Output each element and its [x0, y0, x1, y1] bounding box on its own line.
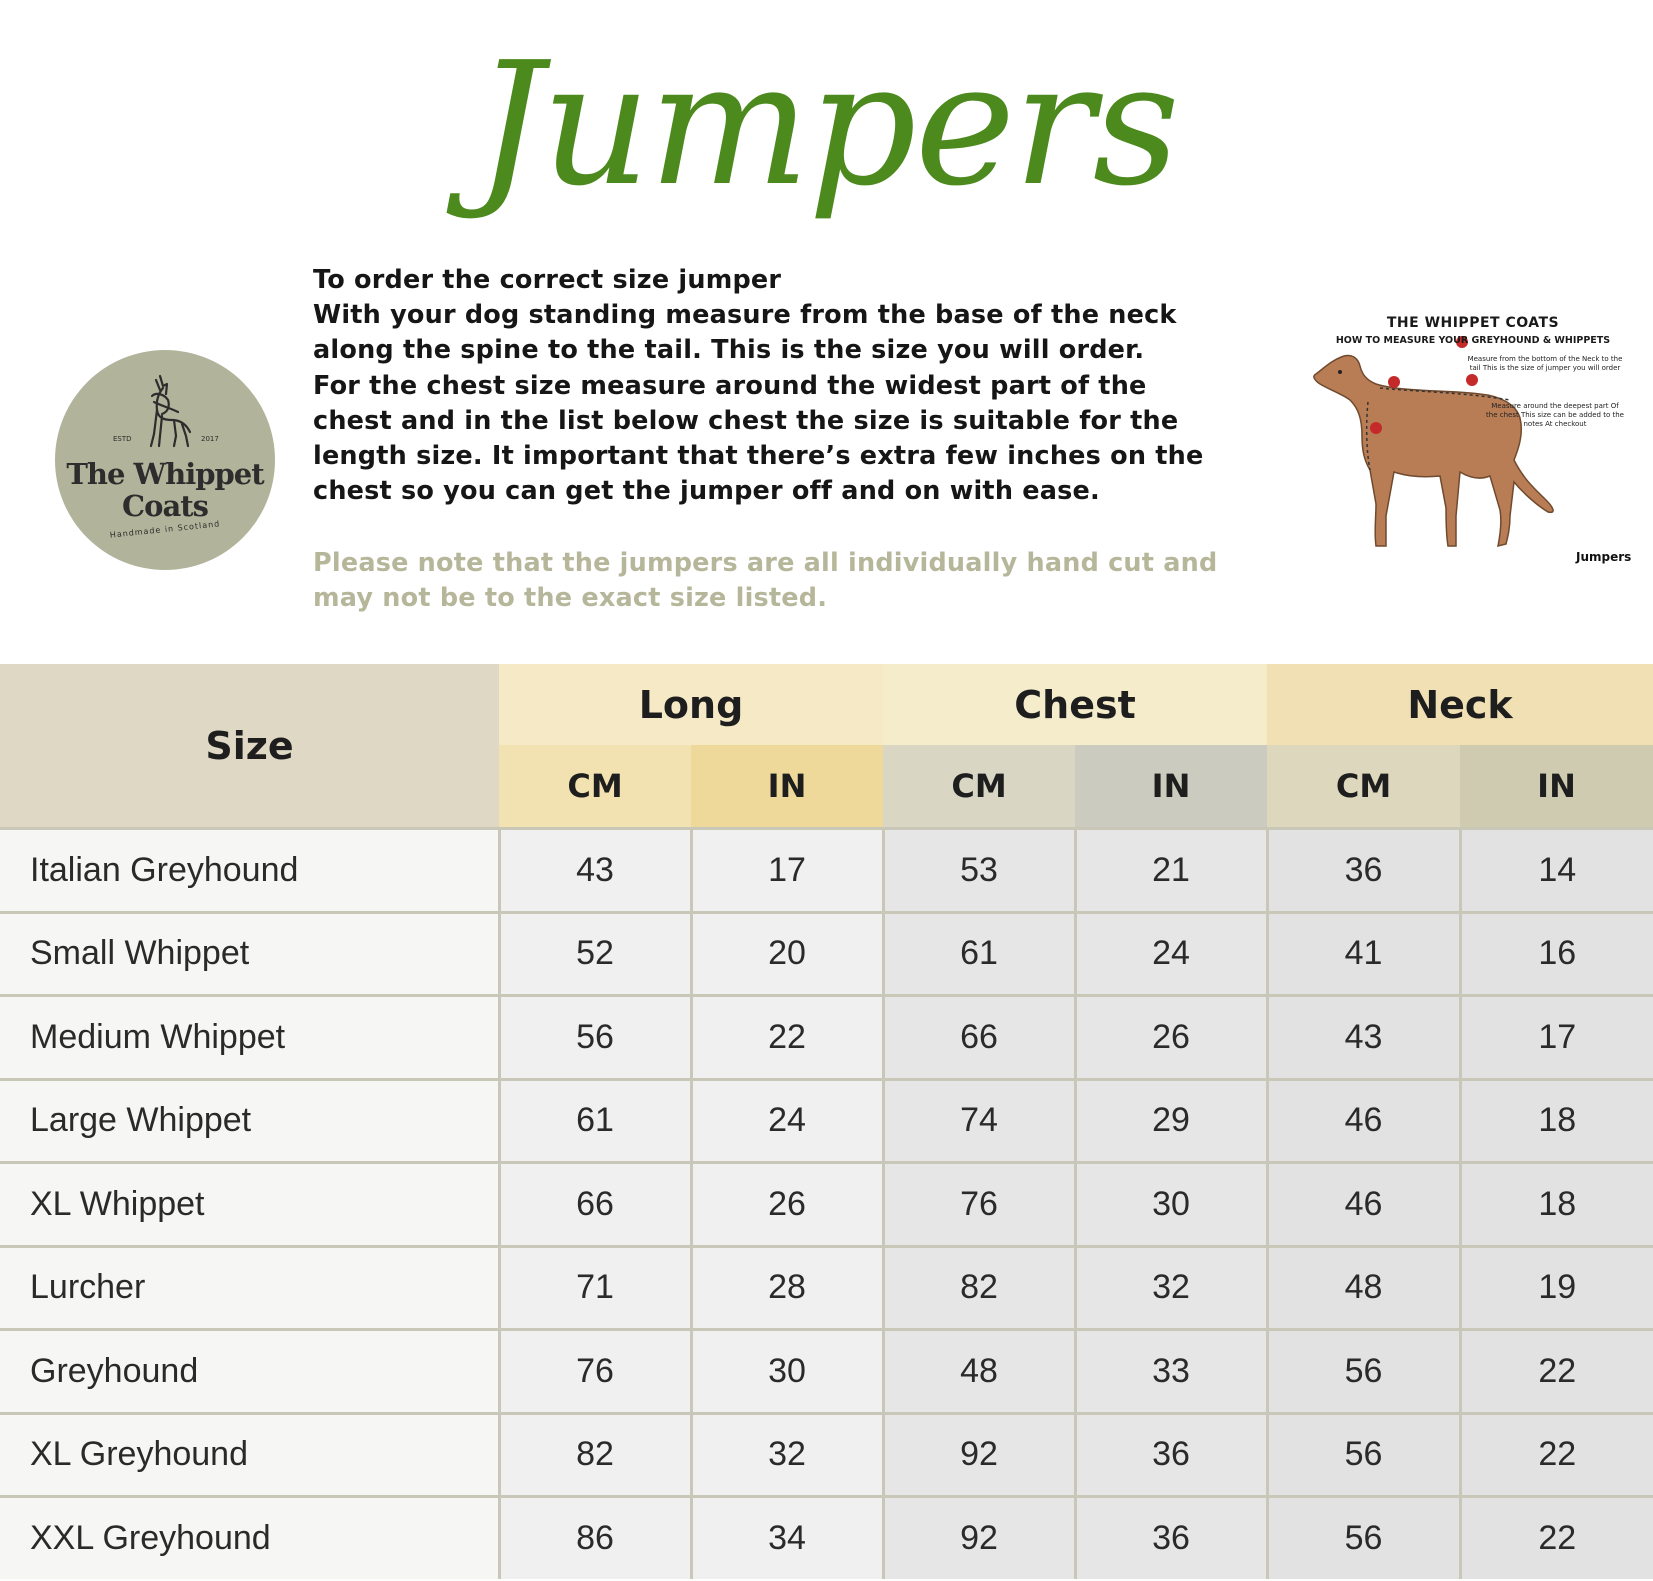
size-name: Lurcher: [0, 1246, 499, 1330]
neck-cm-cell: 41: [1267, 912, 1460, 996]
size-name: Greyhound: [0, 1330, 499, 1414]
whippet-logo-icon: [130, 372, 200, 452]
table-row: [0, 912, 1653, 996]
logo-year: 2017: [201, 435, 219, 443]
long-cm-cell: 52: [499, 912, 691, 996]
long-cm-header: CM: [499, 745, 691, 829]
neck-in-cell: 18: [1460, 1163, 1653, 1247]
neck-in-cell: 22: [1460, 1413, 1653, 1497]
chest-cm-cell: 66: [883, 996, 1075, 1080]
chest-cm-cell: 48: [883, 1330, 1075, 1414]
neck-cm-cell: 36: [1267, 829, 1460, 913]
neck-cm-cell: 56: [1267, 1330, 1460, 1414]
logo-estd: ESTD: [113, 435, 132, 443]
long-in-cell: 34: [691, 1497, 883, 1579]
long-in-cell: 32: [691, 1413, 883, 1497]
long-in-cell: 22: [691, 996, 883, 1080]
neck-cm-cell: 46: [1267, 1079, 1460, 1163]
table-row: [0, 1330, 1653, 1414]
long-in-header: IN: [691, 745, 883, 829]
size-name: Italian Greyhound: [0, 829, 499, 913]
neck-cm-cell: 48: [1267, 1246, 1460, 1330]
chest-cm-cell: 92: [883, 1413, 1075, 1497]
size-name: XL Whippet: [0, 1163, 499, 1247]
neck-cm-header: CM: [1267, 745, 1460, 829]
long-in-cell: 26: [691, 1163, 883, 1247]
neck-in-cell: 22: [1460, 1330, 1653, 1414]
size-name: Large Whippet: [0, 1079, 499, 1163]
chest-cm-cell: 61: [883, 912, 1075, 996]
size-name: Medium Whippet: [0, 996, 499, 1080]
chest-cm-cell: 53: [883, 829, 1075, 913]
long-cm-cell: 86: [499, 1497, 691, 1579]
brand-logo: [55, 350, 275, 570]
hand-cut-note: Please note that the jumpers are all individually hand cut and may not be to the exact size listed.: [313, 548, 1218, 614]
neck-in-cell: 17: [1460, 996, 1653, 1080]
chest-cm-cell: 92: [883, 1497, 1075, 1579]
neck-in-header: IN: [1460, 745, 1653, 829]
long-cm-cell: 66: [499, 1163, 691, 1247]
logo-tagline: Handmade in Scotland: [109, 519, 221, 540]
long-cm-cell: 61: [499, 1079, 691, 1163]
chest-in-cell: 33: [1075, 1330, 1267, 1414]
chest-group-header: Chest: [883, 664, 1267, 745]
measure-step-2: Measure around the deepest part Of the chest This size can be added to the notes At checkout: [1486, 402, 1624, 428]
page-title: Jumpers: [475, 26, 1178, 224]
long-in-cell: 28: [691, 1246, 883, 1330]
long-cm-cell: 82: [499, 1413, 691, 1497]
size-column-header: Size: [0, 664, 499, 829]
chest-in-cell: 30: [1075, 1163, 1267, 1247]
table-row: [0, 1497, 1653, 1579]
measure-guide-title: THE WHIPPET COATS: [1386, 315, 1560, 331]
long-cm-cell: 71: [499, 1246, 691, 1330]
chest-cm-cell: 76: [883, 1163, 1075, 1247]
table-row: [0, 1079, 1653, 1163]
neck-cm-cell: 46: [1267, 1163, 1460, 1247]
neck-cm-cell: 43: [1267, 996, 1460, 1080]
table-row: [0, 829, 1653, 913]
long-in-cell: 30: [691, 1330, 883, 1414]
chest-cm-cell: 82: [883, 1246, 1075, 1330]
long-cm-cell: 43: [499, 829, 691, 913]
neck-group-header: Neck: [1267, 664, 1653, 745]
chest-in-cell: 29: [1075, 1079, 1267, 1163]
table-row: [0, 1163, 1653, 1247]
neck-in-cell: 19: [1460, 1246, 1653, 1330]
size-name: XXL Greyhound: [0, 1497, 499, 1579]
long-in-cell: 17: [691, 829, 883, 913]
long-in-cell: 24: [691, 1079, 883, 1163]
chest-cm-cell: 74: [883, 1079, 1075, 1163]
chest-cm-header: CM: [883, 745, 1075, 829]
chest-in-cell: 36: [1075, 1497, 1267, 1579]
measure-step-1: Measure from the bottom of the Neck to the tail This is the size of jumper you will order: [1467, 355, 1623, 372]
chest-in-cell: 26: [1075, 996, 1267, 1080]
chest-in-cell: 24: [1075, 912, 1267, 996]
neck-in-cell: 16: [1460, 912, 1653, 996]
size-name: Small Whippet: [0, 912, 499, 996]
measuring-guide: [1310, 310, 1636, 570]
long-in-cell: 20: [691, 912, 883, 996]
chest-in-header: IN: [1075, 745, 1267, 829]
size-name: XL Greyhound: [0, 1413, 499, 1497]
long-cm-cell: 76: [499, 1330, 691, 1414]
neck-in-cell: 22: [1460, 1497, 1653, 1579]
measure-guide-subtitle: HOW TO MEASURE YOUR GREYHOUND & WHIPPETS: [1335, 335, 1611, 346]
logo-brand-name: The Whippet Coats: [66, 457, 264, 523]
sizing-instructions: To order the correct size jumper With your dog standing measure from the base of the neck along the spine to the tail. This is the size you will order. For the chest size measure around the widest part of the chest and in the list below chest the size is suitable for the length size. It important that there’s extra few inches on the chest so you can get the jumper off and on with ease.: [313, 265, 1204, 507]
table-row: [0, 1246, 1653, 1330]
chest-in-cell: 21: [1075, 829, 1267, 913]
table-row: [0, 1413, 1653, 1497]
chest-in-cell: 32: [1075, 1246, 1267, 1330]
size-chart-table: [0, 664, 1653, 1579]
neck-cm-cell: 56: [1267, 1497, 1460, 1579]
neck-cm-cell: 56: [1267, 1413, 1460, 1497]
dog-measure-illustration: [1310, 310, 1636, 570]
neck-in-cell: 14: [1460, 829, 1653, 913]
long-group-header: Long: [499, 664, 883, 745]
chest-in-cell: 36: [1075, 1413, 1267, 1497]
long-cm-cell: 56: [499, 996, 691, 1080]
neck-in-cell: 18: [1460, 1079, 1653, 1163]
measure-guide-caption: Jumpers: [1576, 550, 1632, 564]
table-row: [0, 996, 1653, 1080]
